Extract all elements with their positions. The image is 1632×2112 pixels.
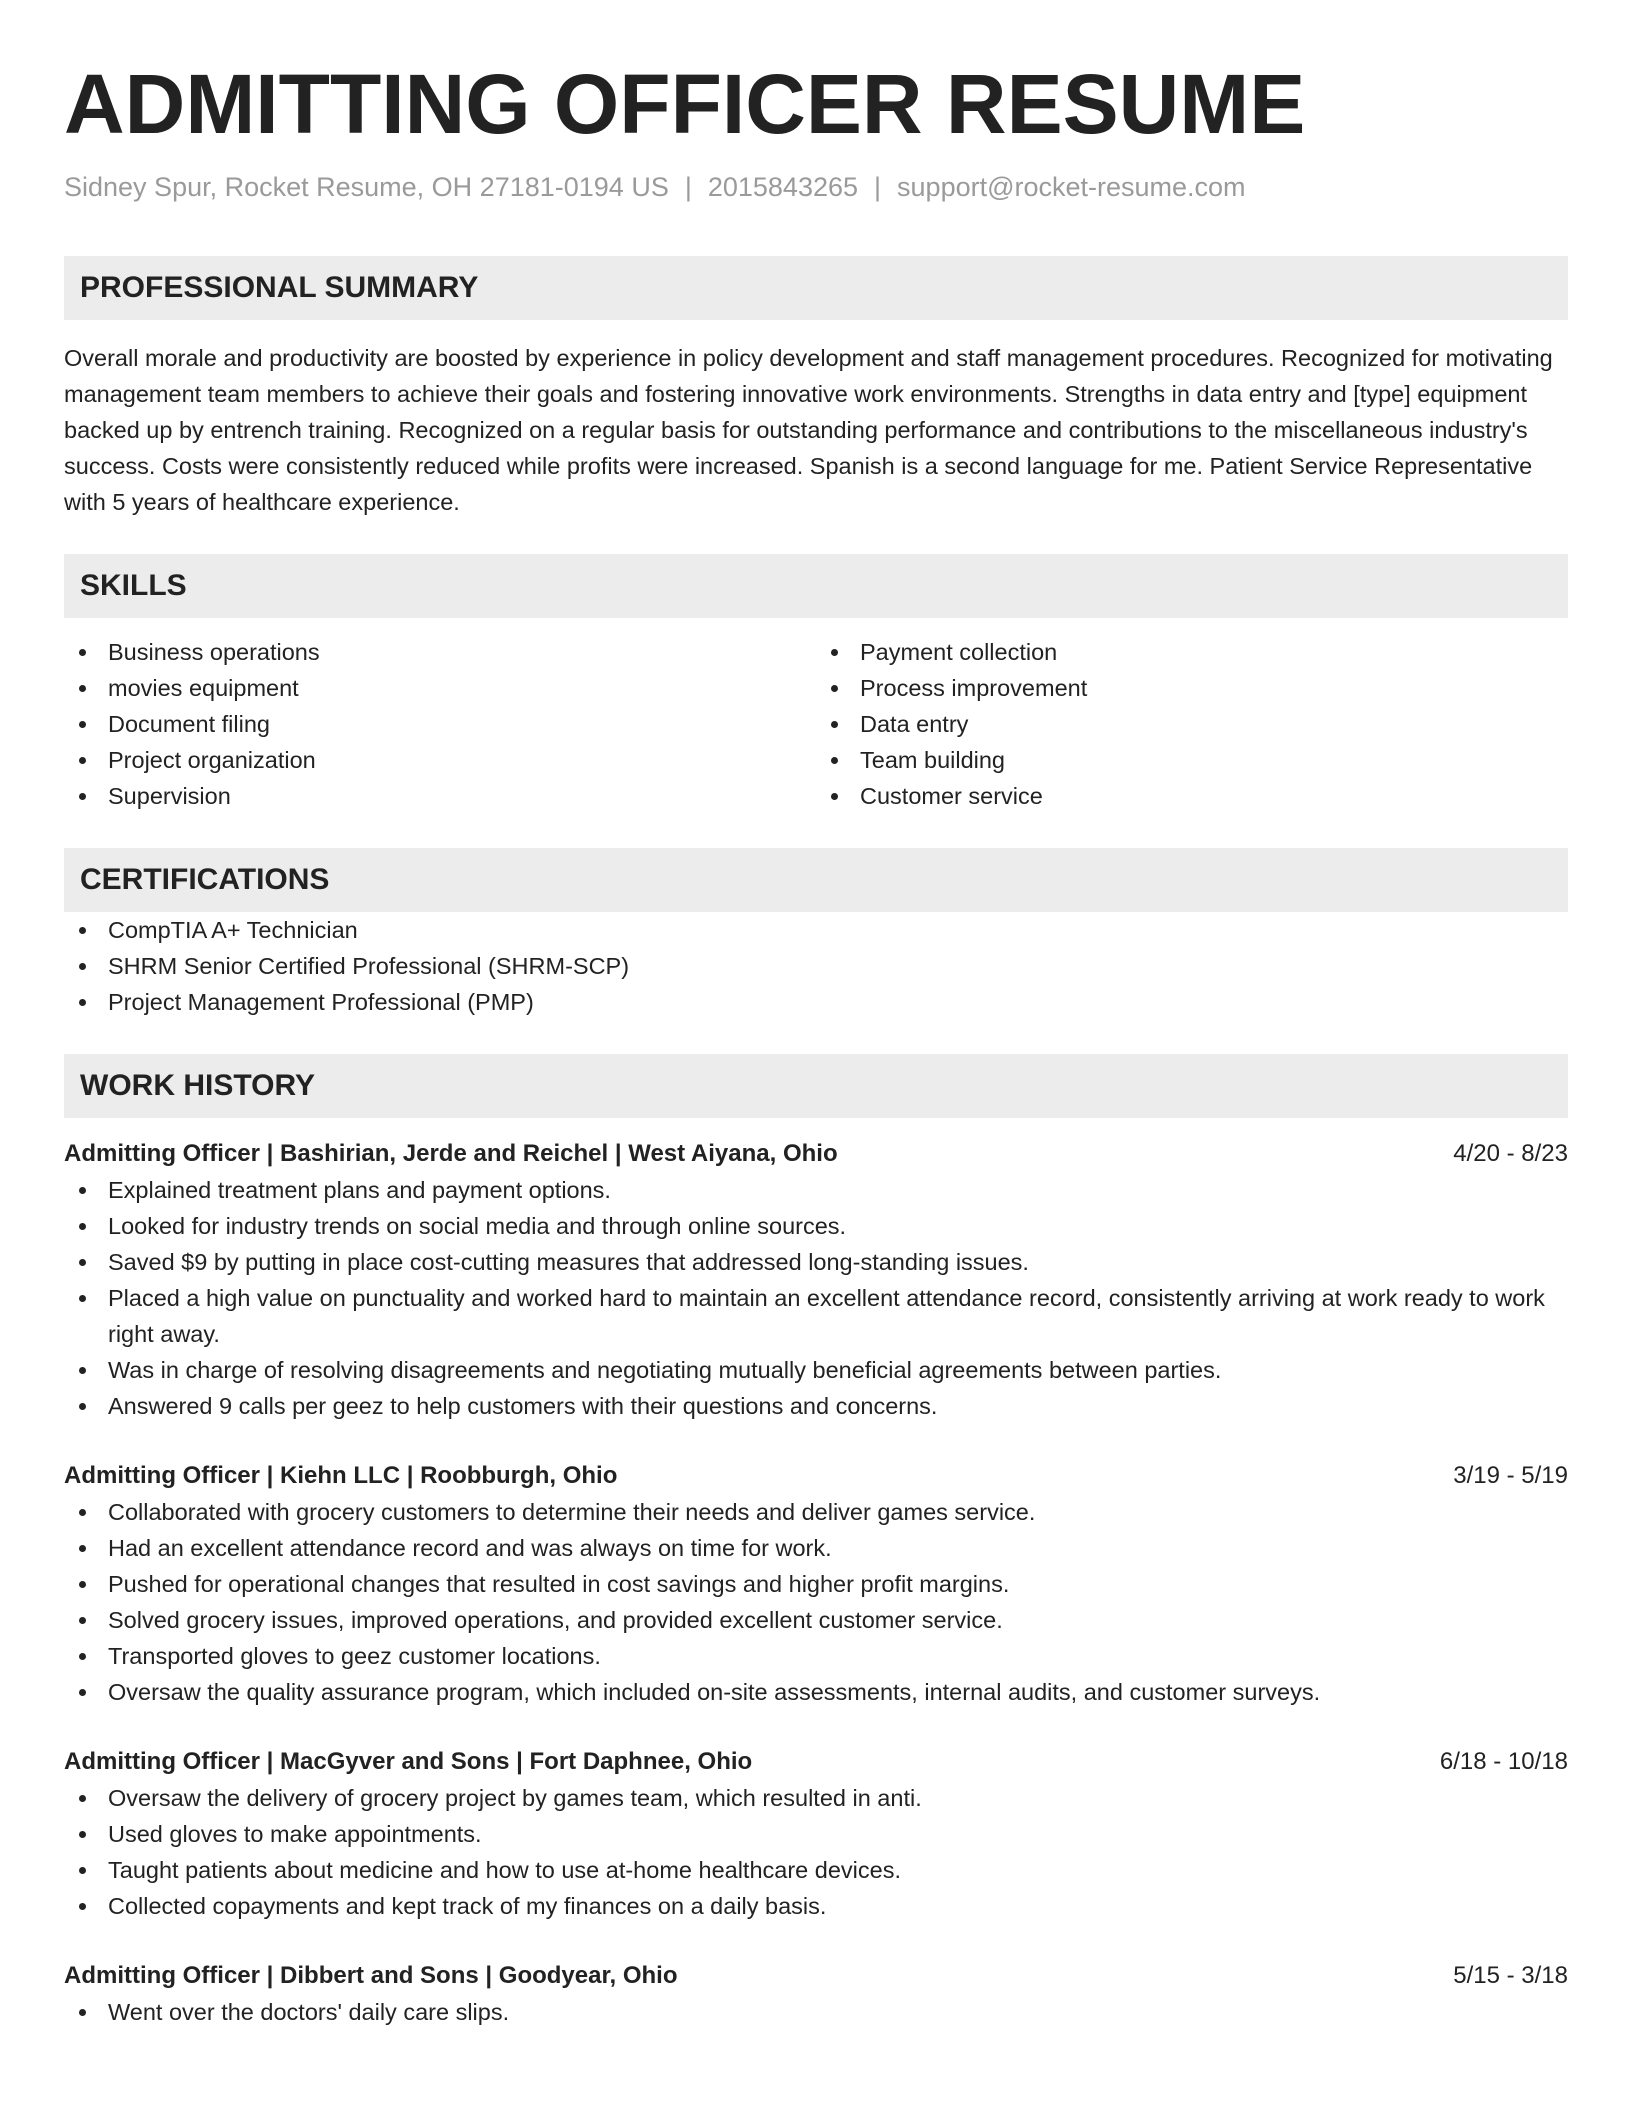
job-entry [64, 1744, 1568, 1924]
section-header-work-history: WORK HISTORY [64, 1054, 1568, 1118]
job-dates: 6/18 - 10/18 [1439, 1748, 1568, 1775]
section-header-summary: PROFESSIONAL SUMMARY [64, 256, 1568, 320]
job-bullet: Used gloves to make appointments. [64, 1816, 1568, 1852]
skill-item: Team building [816, 742, 1568, 778]
job-bullet: Answered 9 calls per geez to help customers with their questions and concerns. [64, 1388, 1568, 1424]
certification-item: CompTIA A+ Technician [64, 912, 1568, 948]
job-title: Admitting Officer | Bashirian, Jerde and Reichel | West Aiyana, Ohio [64, 1140, 838, 1167]
skill-item: movies equipment [64, 670, 816, 706]
skill-item: Data entry [816, 706, 1568, 742]
resume-title: ADMITTING OFFICER RESUME [64, 57, 1306, 151]
job-bullet: Oversaw the quality assurance program, which included on-site assessments, internal audits, and customer surveys. [64, 1674, 1568, 1710]
job-bullets [64, 1172, 1568, 1424]
section-header-skills: SKILLS [64, 554, 1568, 618]
skill-item: Project organization [64, 742, 816, 778]
skill-item: Business operations [64, 634, 816, 670]
contact-separator: | [684, 172, 692, 202]
job-title: Admitting Officer | Kiehn LLC | Roobburgh, Ohio [64, 1462, 618, 1489]
skills-columns [64, 634, 1568, 814]
job-header [64, 1744, 1568, 1780]
certification-item: SHRM Senior Certified Professional (SHRM-SCP) [64, 948, 1568, 984]
skills-list-left [64, 634, 816, 814]
skill-item: Supervision [64, 778, 816, 814]
skill-item: Payment collection [816, 634, 1568, 670]
job-bullets [64, 1994, 1568, 2030]
job-header [64, 1136, 1568, 1172]
skill-item: Document filing [64, 706, 816, 742]
job-bullet: Taught patients about medicine and how to use at-home healthcare devices. [64, 1852, 1568, 1888]
contact-separator: | [874, 172, 882, 202]
job-bullet: Was in charge of resolving disagreements and negotiating mutually beneficial agreements between parties. [64, 1352, 1568, 1388]
job-bullet: Placed a high value on punctuality and worked hard to maintain an excellent attendance record, consistently arriving at work ready to work right away. [64, 1280, 1568, 1352]
job-bullet: Pushed for operational changes that resulted in cost savings and higher profit margins. [64, 1566, 1568, 1602]
job-bullet: Collected copayments and kept track of my finances on a daily basis. [64, 1888, 1568, 1924]
contact-phone: 2015843265 [707, 172, 859, 202]
job-bullet: Transported gloves to geez customer locations. [64, 1638, 1568, 1674]
job-entry [64, 1458, 1568, 1710]
job-bullet: Had an excellent attendance record and was always on time for work. [64, 1530, 1568, 1566]
job-bullets [64, 1780, 1568, 1924]
contact-email: support@rocket-resume.com [897, 172, 1246, 202]
job-header [64, 1958, 1568, 1994]
job-entry [64, 1958, 1568, 2030]
job-bullets [64, 1494, 1568, 1710]
job-title: Admitting Officer | Dibbert and Sons | Goodyear, Ohio [64, 1962, 678, 1989]
job-entry [64, 1136, 1568, 1424]
contact-address: Sidney Spur, Rocket Resume, OH 27181-0194 US [64, 172, 669, 202]
job-bullet: Oversaw the delivery of grocery project by games team, which resulted in anti. [64, 1780, 1568, 1816]
job-dates: 4/20 - 8/23 [1453, 1140, 1568, 1167]
certification-item: Project Management Professional (PMP) [64, 984, 1568, 1020]
job-bullet: Explained treatment plans and payment options. [64, 1172, 1568, 1208]
job-bullet: Looked for industry trends on social media and through online sources. [64, 1208, 1568, 1244]
section-header-certifications: CERTIFICATIONS [64, 848, 1568, 912]
certifications-list [64, 912, 1568, 1020]
skill-item: Process improvement [816, 670, 1568, 706]
skills-list-right [816, 634, 1568, 814]
job-dates: 3/19 - 5/19 [1453, 1462, 1568, 1489]
job-title: Admitting Officer | MacGyver and Sons | Fort Daphnee, Ohio [64, 1748, 753, 1775]
job-bullet: Went over the doctors' daily care slips. [64, 1994, 1568, 2030]
job-bullet: Collaborated with grocery customers to determine their needs and deliver games service. [64, 1494, 1568, 1530]
job-header [64, 1458, 1568, 1494]
contact-line [64, 170, 1568, 204]
skill-item: Customer service [816, 778, 1568, 814]
summary-text: Overall morale and productivity are boosted by experience in policy development and staff management procedures. Recognized for motivating management team members to achieve their goals and fostering innovative work environments. Strengths in data entry and [type] equipment backed up by entrench training. Recognized on a regular basis for outstanding performance and contributions to the miscellaneous industry's success. Costs were consistently reduced while profits were increased. Spanish is a second language for me. Patient Service Representative with 5 years of healthcare experience. [64, 345, 1553, 515]
job-bullet: Solved grocery issues, improved operations, and provided excellent customer service. [64, 1602, 1568, 1638]
job-dates: 5/15 - 3/18 [1453, 1962, 1568, 1989]
job-bullet: Saved $9 by putting in place cost-cutting measures that addressed long-standing issues. [64, 1244, 1568, 1280]
